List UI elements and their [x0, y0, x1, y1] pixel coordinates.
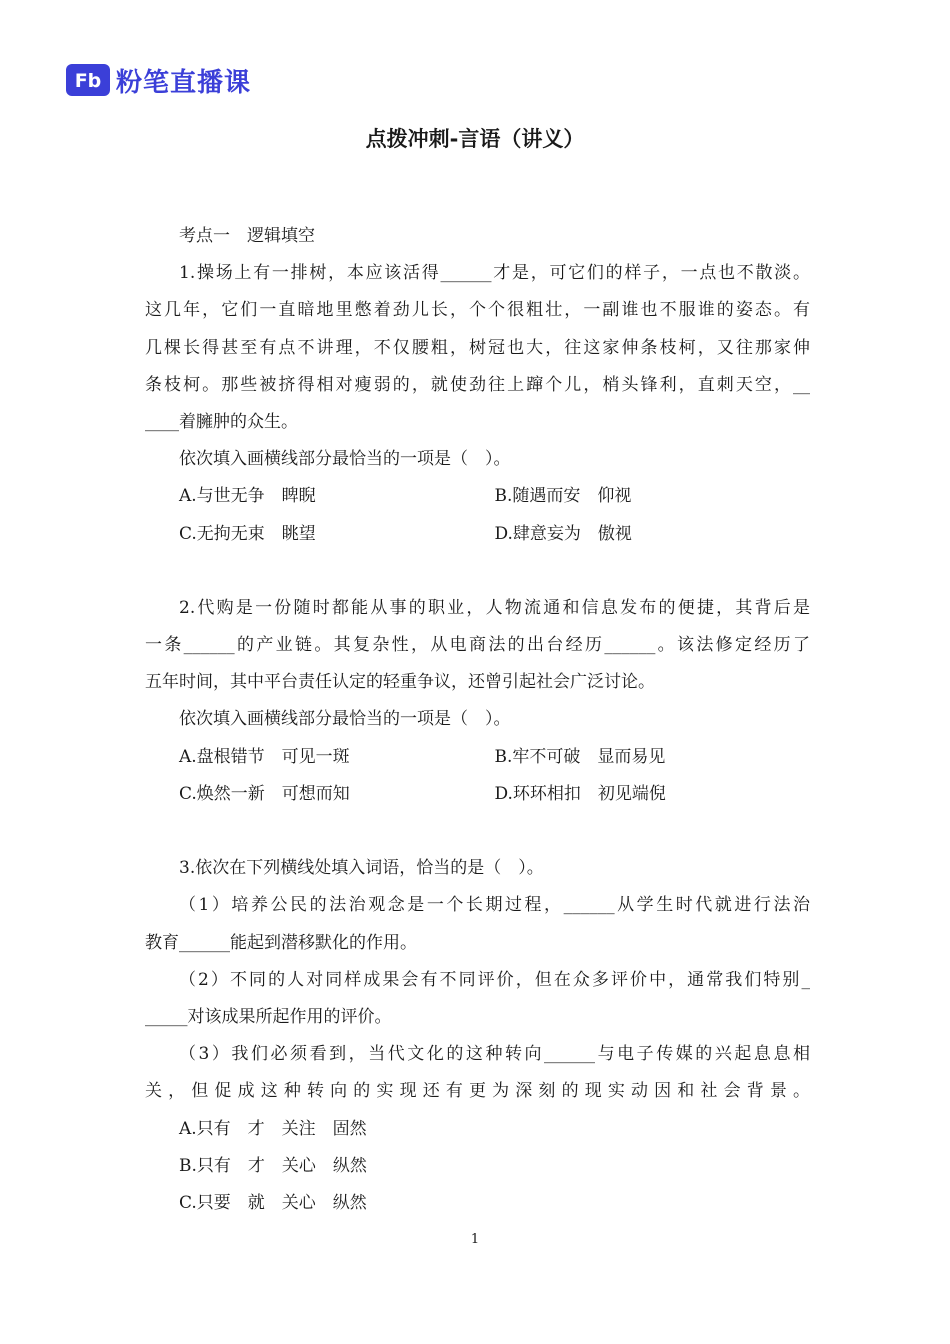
logo-text: 粉笔直播课 — [116, 67, 252, 98]
q3-line: _____对该成果所起作用的评价。 — [145, 1006, 392, 1027]
q1-line: 这几年，它们一直暗地里憋着劲儿长，个个很粗壮，一副谁也不服谁的姿态。有 — [145, 300, 810, 321]
q2-prompt: 依次填入画横线部分最恰当的一项是（ ）。 — [179, 709, 511, 730]
q1-prompt: 依次填入画横线部分最恰当的一项是（ ）。 — [179, 449, 511, 470]
q2-line: 一条______的产业链。其复杂性，从电商法的出台经历______。该法修定经历了 — [145, 635, 810, 656]
q2-options-row — [145, 739, 810, 776]
q2-option-a: A.盘根错节 可见一斑 — [179, 746, 350, 767]
q3-line: 关，但促成这种转向的实现还有更为深刻的现实动因和社会背景。 — [145, 1081, 810, 1102]
section-heading: 考点一 逻辑填空 — [179, 226, 315, 246]
q1-line: 条枝柯。那些被挤得相对瘦弱的，就使劲往上蹿个儿，梢头锋利，直刺天空，__ — [145, 374, 810, 395]
q2-option-d: D.环环相扣 初见端倪 — [494, 783, 666, 804]
q1-line: 几棵长得甚至有点不讲理，不仅腰粗，树冠也大，往这家伸条枝柯，又往那家伸 — [145, 337, 810, 358]
q3-stem: 3.依次在下列横线处填入词语，恰当的是（ ）。 — [179, 858, 544, 879]
page-number: 1 — [470, 1232, 480, 1247]
q1-options-row — [145, 516, 810, 553]
q2-options-row — [145, 776, 810, 813]
q2-line: 2.代购是一份随时都能从事的职业，人物流通和信息发布的便捷，其背后是 — [179, 597, 810, 618]
q1-line: 1.操场上有一排树，本应该活得______才是，可它们的样子，一点也不散淡。 — [179, 263, 810, 284]
q1-option-d: D.肆意妄为 傲视 — [494, 523, 632, 544]
q2-option-b: B.牢不可破 显而易见 — [494, 746, 666, 767]
q3-line: （1）培养公民的法治观念是一个长期过程，______从学生时代就进行法治 — [179, 895, 810, 916]
q1-option-b: B.随遇而安 仰视 — [494, 486, 632, 507]
q1-option-c: C.无拘无束 眺望 — [179, 523, 316, 544]
logo-mark-text: Fb — [74, 70, 102, 92]
q3-line: （2）不同的人对同样成果会有不同评价，但在众多评价中，通常我们特别_ — [179, 969, 810, 990]
q1-options-row — [145, 478, 810, 515]
q3-line: （3）我们必须看到，当代文化的这种转向______与电子传媒的兴起息息相 — [179, 1044, 810, 1065]
q1-option-a: A.与世无争 睥睨 — [179, 486, 316, 507]
q3-option-a: A.只有 才 关注 固然 — [179, 1118, 367, 1139]
fb-logo-icon — [66, 64, 110, 96]
document-body — [145, 218, 810, 1222]
q2-line: 五年时间，其中平台责任认定的轻重争议，还曾引起社会广泛讨论。 — [145, 672, 655, 693]
q2-option-c: C.焕然一新 可想而知 — [179, 783, 350, 804]
q3-option-c: C.只要 就 关心 纵然 — [179, 1192, 367, 1213]
q3-option-b: B.只有 才 关心 纵然 — [179, 1155, 367, 1176]
q3-line: 教育______能起到潜移默化的作用。 — [145, 932, 417, 953]
brand-logo — [66, 60, 251, 100]
q1-line: ____着臃肿的众生。 — [145, 411, 298, 432]
page-title: 点拨冲刺-言语（讲义） — [365, 127, 585, 151]
